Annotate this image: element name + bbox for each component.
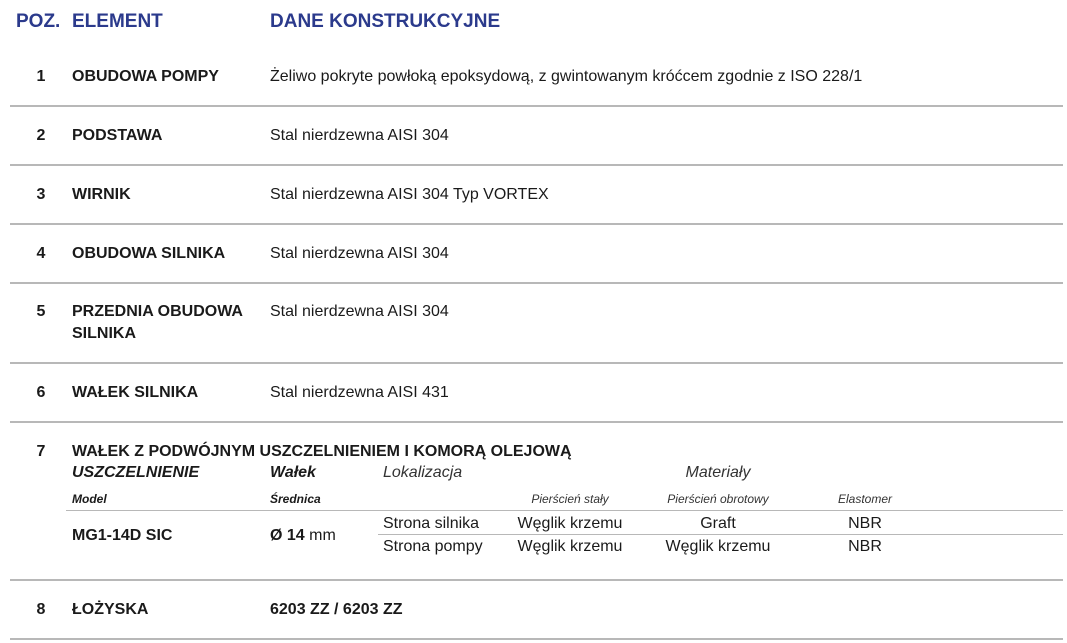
seal-col-uszczelnienie: USZCZELNIENIE [72, 464, 200, 481]
header-poz: POZ. [16, 11, 61, 32]
seal-title: WAŁEK Z PODWÓJNYM USZCZELNIENIEM I KOMORĄ OLEJOWĄ [72, 443, 572, 460]
seal-row-2-staly: Węglik krzemu [517, 538, 623, 555]
row-divider [10, 421, 1063, 423]
row-5-pos: 5 [36, 303, 46, 320]
row-3-pos: 3 [36, 186, 46, 203]
row-1-element: OBUDOWA POMPY [72, 68, 219, 85]
row-divider [10, 362, 1063, 364]
seal-row-2-elastomer: NBR [848, 538, 882, 555]
row-divider [10, 105, 1063, 107]
row-2-desc: Stal nierdzewna AISI 304 [270, 127, 449, 144]
seal-row-1-elastomer: NBR [848, 515, 882, 532]
seal-diameter-value: Ø 14 [270, 527, 305, 544]
seal-header-divider [66, 510, 1063, 511]
seal-col-lokalizacja: Lokalizacja [383, 464, 463, 481]
seal-sub-pierscien-staly: Pierścień stały [531, 492, 609, 506]
row-8-element: ŁOŻYSKA [72, 601, 149, 618]
row-6-element: WAŁEK SILNIKA [72, 384, 199, 401]
seal-row-1-staly: Węglik krzemu [517, 515, 623, 532]
seal-row-2-obrotowy: Węglik krzemu [665, 538, 771, 555]
seal-sub-srednica: Średnica [270, 492, 321, 506]
seal-row-2-lokalizacja: Strona pompy [383, 538, 483, 555]
seal-diameter [270, 527, 336, 545]
seal-col-materialy: Materiały [685, 464, 751, 481]
row-6-pos: 6 [36, 384, 46, 401]
row-5-element-line1: PRZEDNIA OBUDOWA [72, 303, 243, 320]
seal-row-divider [378, 534, 1063, 535]
row-5-desc: Stal nierdzewna AISI 304 [270, 303, 449, 320]
row-1-pos: 1 [36, 68, 46, 85]
seal-sub-elastomer: Elastomer [837, 492, 893, 506]
row-divider [10, 579, 1063, 581]
header-element: ELEMENT [72, 11, 163, 32]
seal-row-1-obrotowy: Graft [700, 515, 736, 532]
row-2-element: PODSTAWA [72, 127, 163, 144]
row-divider [10, 282, 1063, 284]
row-5-element-line2: SILNIKA [72, 325, 136, 342]
row-4-pos: 4 [36, 245, 46, 262]
row-8-value: 6203 ZZ / 6203 ZZ [270, 601, 403, 618]
seal-model: MG1-14D SIC [72, 527, 173, 544]
row-4-desc: Stal nierdzewna AISI 304 [270, 245, 449, 262]
row-3-desc: Stal nierdzewna AISI 304 Typ VORTEX [270, 186, 549, 203]
row-4-element: OBUDOWA SILNIKA [72, 245, 226, 262]
row-7-pos: 7 [36, 443, 46, 460]
row-3-element: WIRNIK [72, 186, 131, 203]
seal-sub-model: Model [72, 492, 107, 506]
row-divider [10, 223, 1063, 225]
row-divider [10, 164, 1063, 166]
seal-col-walek: Wałek [270, 464, 316, 481]
row-divider [10, 638, 1063, 640]
seal-sub-pierscien-obrotowy: Pierścień obrotowy [667, 492, 769, 506]
row-8-pos: 8 [36, 601, 46, 618]
seal-row-1-lokalizacja: Strona silnika [383, 515, 480, 532]
seal-diameter-unit: mm [309, 527, 336, 544]
row-2-pos: 2 [36, 127, 46, 144]
row-6-desc: Stal nierdzewna AISI 431 [270, 384, 449, 401]
header-dane: DANE KONSTRUKCYJNE [270, 11, 501, 32]
row-1-desc: Żeliwo pokryte powłoką epoksydową, z gwintowanym króćcem zgodnie z ISO 228/1 [270, 68, 863, 85]
